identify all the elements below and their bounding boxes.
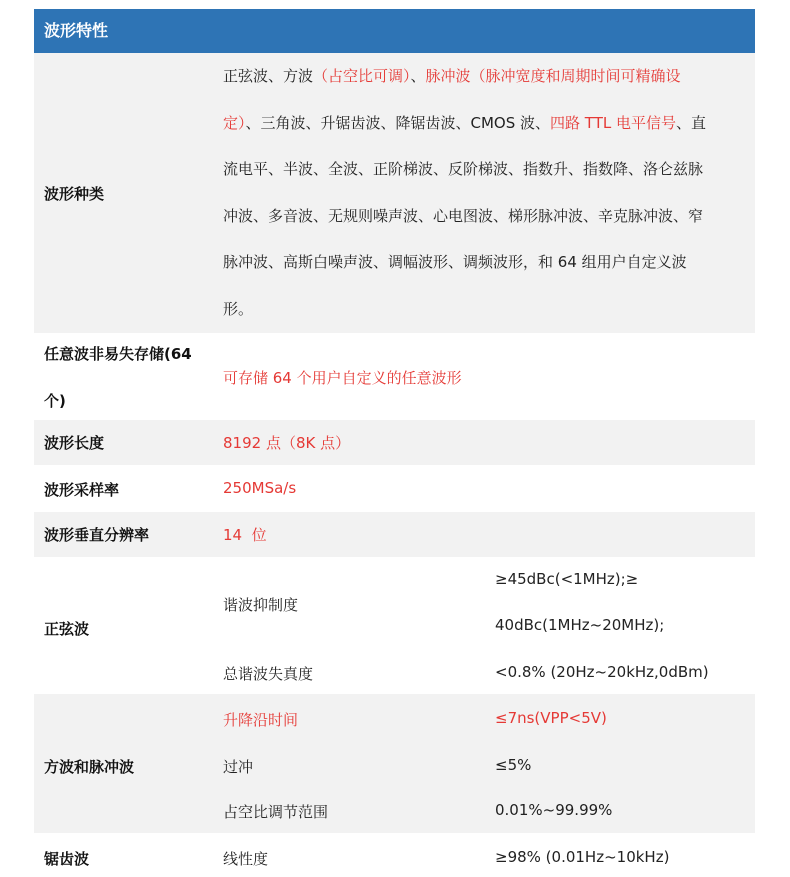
wave-types-highlight: 定） [223, 113, 246, 132]
thd-value: <0.8% (20Hz~20kHz,0dBm) [495, 663, 709, 681]
overshoot-name: 过冲 [223, 758, 254, 776]
wave-types-text [223, 53, 751, 332]
harmonic-value-line2: 40dBc(1MHz~20MHz); [495, 616, 665, 634]
wave-types-segment: 冲波、多音波、无规则噪声波、心电图波、梯形脉冲波、辛克脉冲波、窄 [223, 206, 704, 225]
storage-value: 可存储 64 个用户自定义的任意波形 [223, 369, 462, 387]
wave-types-line [223, 100, 751, 147]
row-wave-types [34, 53, 755, 334]
wave-types-segment: 、三角波、升锯齿波、降锯齿波、CMOS 波、 [245, 113, 551, 132]
wave-types-line [223, 239, 751, 286]
wave-types-segment: 正弦波、方波 [223, 67, 314, 85]
overshoot-value: ≤5% [495, 756, 532, 774]
row-square-pulse [34, 694, 755, 834]
row-vertical-resolution [34, 512, 755, 558]
section-header [34, 9, 755, 53]
wave-types-line [223, 286, 751, 333]
label-vertical-resolution: 波形垂直分辨率 [44, 526, 150, 544]
sample-rate-value: 250MSa/s [223, 479, 297, 497]
wave-types-segment: 脉冲波、高斯白噪声波、调幅波形、调频波形，和 64 组用户自定义波 [223, 253, 687, 271]
wave-types-line [223, 193, 751, 240]
thd-name: 总谐波失真度 [223, 665, 314, 683]
wave-types-line [223, 53, 751, 100]
duty-cycle-name: 占空比调节范围 [223, 803, 329, 821]
wave-types-segment: 、直 [676, 113, 707, 132]
label-sample-rate: 波形采样率 [44, 481, 120, 499]
wave-types-segment: 、 [410, 67, 426, 85]
wave-length-value: 8192 点（8K 点） [223, 434, 351, 452]
wave-types-highlight: 四路 TTL 电平信号 [550, 113, 676, 132]
label-wave-types: 波形种类 [44, 185, 105, 203]
label-sine: 正弦波 [44, 620, 90, 638]
row-sine [34, 558, 755, 694]
wave-types-segment: 流电平、半波、全波、正阶梯波、反阶梯波、指数升、指数降、洛仑兹脉 [223, 160, 704, 178]
wave-types-highlight: 脉冲波（脉冲宽度和周期时间可精确设 [425, 67, 681, 85]
label-wave-length: 波形长度 [44, 434, 105, 452]
wave-types-line [223, 146, 751, 193]
label-storage-line1: 任意波非易失存储(64 [44, 345, 192, 363]
harmonic-name: 谐波抑制度 [223, 596, 299, 614]
label-storage-line2: 个) [44, 392, 66, 410]
wave-types-highlight: （占空比可调） [313, 67, 411, 85]
label-sawtooth: 锯齿波 [44, 850, 90, 868]
rise-time-value: ≤7ns(VPP<5V) [495, 709, 607, 727]
duty-cycle-value: 0.01%~99.99% [495, 801, 613, 819]
rise-time-name: 升降沿时间 [223, 711, 299, 729]
linearity-name: 线性度 [223, 850, 269, 868]
linearity-value: ≥98% (0.01Hz~10kHz) [495, 848, 670, 866]
label-square-pulse: 方波和脉冲波 [44, 758, 135, 776]
row-wave-length [34, 420, 755, 466]
row-storage [34, 334, 755, 420]
vertical-resolution-value: 14 位 [223, 526, 267, 544]
harmonic-value-line1: ≥45dBc(<1MHz);≥ [495, 570, 639, 588]
wave-types-segment: 形。 [223, 299, 254, 318]
section-title: 波形特性 [44, 21, 109, 40]
row-sample-rate [34, 466, 755, 512]
row-sawtooth [34, 834, 755, 877]
